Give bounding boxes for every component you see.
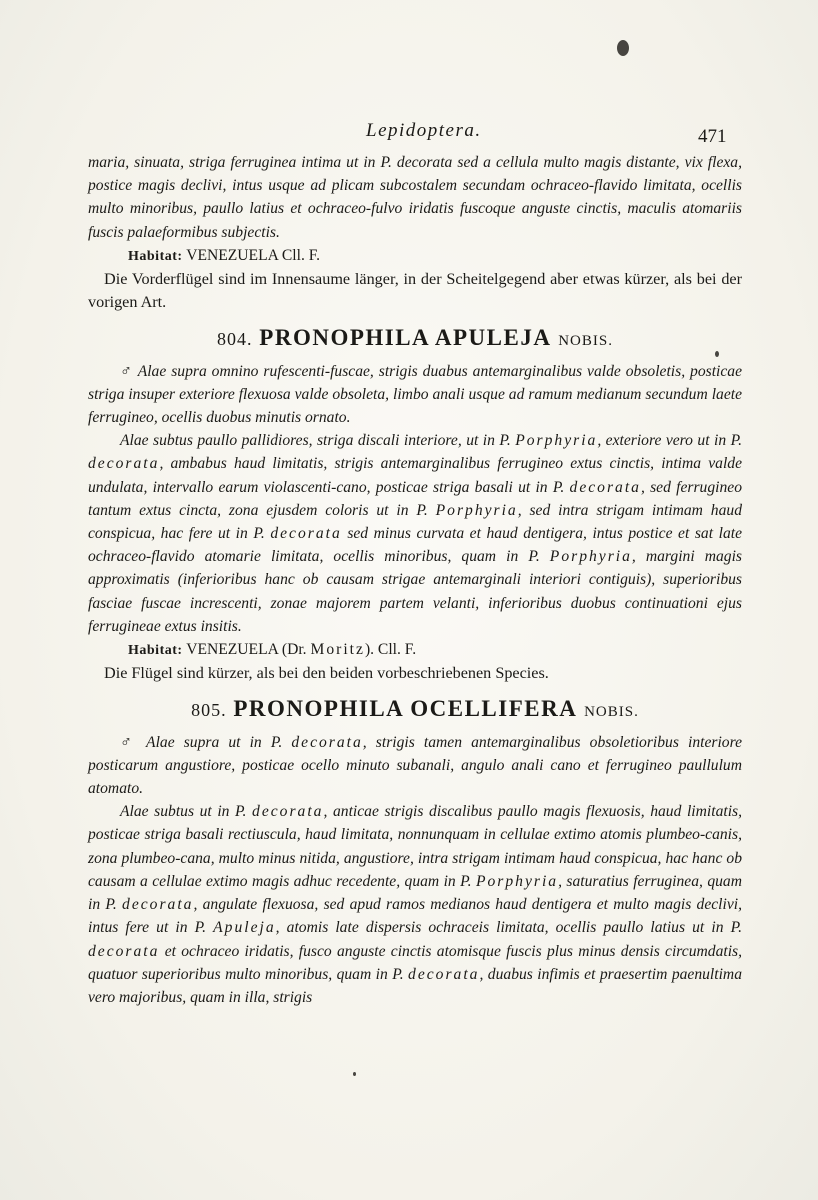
text-run: , strigis tamen antemarginalibus obsoletioribus interiore posticarum angustiore, posticae ocello minuto subanali, angulo anali cano et ferrugineo paullulum atomato. — [88, 733, 743, 798]
species-reference: decorata — [122, 896, 194, 914]
german-note: Die Flügel sind kürzer, als bei den beiden vorbeschriebenen Species. — [104, 664, 549, 683]
text-run: , anticae strigis discalibus paullo magis flexuosis, haud limitatis, posticae striga basali rectiuscula, haud limitata, nonnunquam in cellulae extimo atomis plumbeo-canis, zona plumbeo-cana, multo minus nitida, angustiore, intra strigam intimam haud conspicua, hac hanc ob causam a cellulae extimo magis adhuc recedente, quam in P. — [88, 803, 742, 890]
male-symbol: ♂ — [120, 733, 138, 751]
species-number: 805. — [191, 700, 227, 721]
text-run: Alae supra omnino rufescenti-fuscae, strigis duabus antemarginalibus valde obsoletis, posticae striga insuper exteriore flexuosa valde obsoleta, limbo anali usque ad ramum medianum secundum laete ferrugineo, ocellis duobus minutis ornato. — [88, 362, 743, 427]
species-reference: decorata — [88, 942, 160, 960]
text-run: , ambabus haud limitatis, strigis antemarginalibus ferrugineo extus cinctis, intima valde undulata, intervallo earum violascenti-cano, posticae striga basali ut in P. — [88, 455, 742, 496]
text-run: , sed ferrugineo tantum extus cincta, zona ejusdem coloris ut in P. — [88, 478, 742, 519]
species-reference: Porphyria — [549, 548, 632, 566]
text-run: Alae subtus paullo pallidiores, striga discali interiore, ut in P. — [120, 432, 516, 450]
male-symbol: ♂ — [120, 362, 134, 380]
species-author: NOBIS. — [558, 333, 613, 350]
description-underside — [88, 429, 742, 638]
species-author: NOBIS. — [584, 704, 639, 721]
description-upperside — [88, 731, 742, 801]
text-run: , atomis late dispersis ochraceis limitata, ocellis paullo latius ut in P. — [275, 919, 742, 937]
page-number: 471 — [698, 126, 727, 147]
collector-name: Moritz — [310, 641, 365, 659]
text-run: Alae subtus ut in P. — [120, 803, 253, 821]
species-reference: decorata — [88, 455, 160, 473]
habitat-text: VENEZUELA (Dr. — [186, 641, 311, 659]
species-reference: decorata — [569, 478, 641, 496]
species-heading-805 — [88, 697, 742, 724]
ink-speck — [353, 1072, 356, 1076]
description-continued: maria, sinuata, striga ferruginea intima ut in P. decorata sed a cellula multo magis distante, vix flexa, postice magis declivi, intus usque ad plicam subcostalem secundam ochraceo-flavido limitata, ocellis multo minoribus, paullo latius et ochraceo-fulvo iridatis fuscoque anguste cinctis, maculis atomariis fuscis palaeformibus subjectis. — [88, 154, 742, 241]
text-run: , sed intra strigam intimam haud conspicua, hac fere ut in P. — [88, 501, 742, 543]
page-header — [0, 118, 818, 148]
text-run: Alae supra ut in P. — [137, 733, 292, 751]
text-run: , duabus infimis et praesertim paenultima vero majoribus, quam in illa, strigis — [88, 965, 742, 1006]
text-run: , exteriore vero ut in P. — [597, 432, 742, 450]
habitat-label: Habitat: — [128, 248, 183, 264]
species-reference: Porphyria — [475, 872, 559, 890]
species-number: 804. — [217, 329, 253, 350]
species-reference: decorata — [408, 965, 480, 983]
species-reference: decorata — [270, 525, 342, 543]
species-reference: Porphyria — [515, 432, 598, 450]
description-underside — [88, 800, 742, 1009]
ink-spot — [617, 40, 629, 56]
text-run: , margini magis approximatis (inferioribus hanc ob causam strigae antemarginali interiori contiguis), superioribus fasciae fuscae increscenti, zonae majorem partem velanti, inferioribus duobus continuationi ejus ferrugineae extus insitis. — [88, 548, 742, 635]
description-upperside — [88, 360, 742, 430]
habitat-line — [88, 638, 742, 662]
text-run: et ochraceo iridatis, fusco anguste cinctis atomisque fuscis plus minus densis circumdatis, quatuor superioribus multo minoribus, quam in P. — [88, 942, 742, 983]
text-run: , angulate flexuosa, sed apud ramos medianos haud dentigera et multo magis declivi, intus fere ut in P. — [88, 896, 742, 937]
species-reference: Apuleja — [213, 919, 276, 937]
habitat-label: Habitat: — [128, 643, 183, 659]
running-head: Lepidoptera. — [366, 120, 482, 141]
german-note: Die Vorderflügel sind im Innensaume länger, in der Scheitelgegend aber etwas kürzer, als bei der vorigen Art. — [88, 270, 742, 312]
habitat-text: VENEZUELA Cll. F. — [186, 246, 321, 264]
species-reference: Porphyria — [435, 501, 518, 519]
species-reference: decorata — [252, 803, 324, 821]
text-run: sed minus curvata et haud dentigera, intus postice et sat late ochraceo-flavido atomarie limitata, ocellis minoribus, quam in P. — [88, 525, 742, 566]
habitat-text: ). Cll. F. — [364, 641, 417, 659]
habitat-line — [88, 244, 742, 268]
species-reference: decorata — [291, 733, 363, 751]
species-heading-804 — [88, 326, 742, 353]
page-body — [88, 151, 742, 1009]
species-name: PRONOPHILA APULEJA — [259, 325, 552, 351]
species-name: PRONOPHILA OCELLIFERA — [233, 696, 578, 722]
text-run: , saturatius ferruginea, quam in P. — [88, 872, 742, 914]
